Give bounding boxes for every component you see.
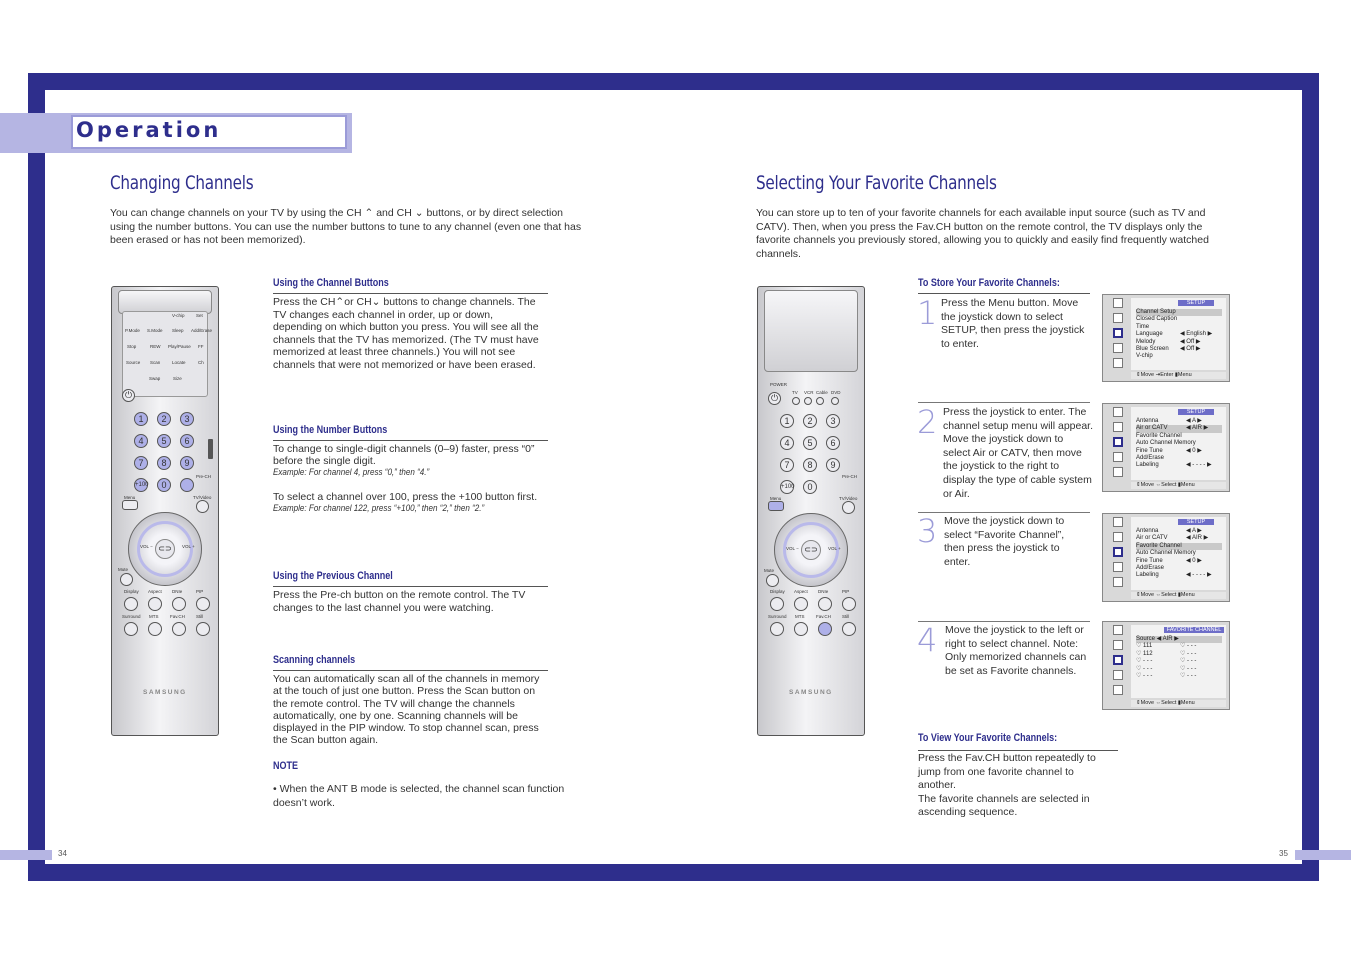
- osd-footer: ⇕Move ⇥Enter ▮Menu: [1131, 372, 1226, 379]
- fav-ch-button[interactable]: [818, 622, 832, 636]
- plus100-button[interactable]: +100: [134, 478, 148, 492]
- dvd-mode-button[interactable]: [831, 397, 839, 405]
- label-smode: S.Mode: [147, 328, 163, 333]
- osd-row: ♡ - - - ♡ - - -: [1136, 672, 1197, 679]
- osd-row: Antenna ◀ A ▶: [1136, 418, 1202, 424]
- osd-panel: [1131, 625, 1226, 698]
- plus100-button[interactable]: +100: [780, 480, 794, 494]
- surround-button[interactable]: [124, 622, 138, 636]
- label-set: Set: [196, 313, 203, 318]
- section-title-favorite-channels: Selecting Your Favorite Channels: [756, 172, 997, 194]
- page-title: Operation: [76, 118, 222, 142]
- label-mute: Mute: [764, 568, 775, 573]
- text-view-favorites-2: The favorite channels are selected in ascending sequence.: [918, 792, 1090, 819]
- text-number-buttons-1: To change to single-digit channels (0–9) faster, press “0” before the single digit.: [273, 443, 535, 467]
- joystick[interactable]: [128, 512, 202, 586]
- text-view-favorites-1: Press the Fav.CH button repeatedly to jump from one favorite channel to another.: [918, 752, 1096, 792]
- osd-footer: ⇕Move ⇔Select ▮Menu: [1131, 482, 1226, 489]
- osd-row: Antenna ◀ A ▶: [1136, 528, 1202, 534]
- remote-button-panel: [122, 311, 208, 397]
- aspect-button[interactable]: [794, 597, 808, 611]
- label-ch: Ch: [198, 360, 204, 365]
- osd-side-icons: [1113, 517, 1125, 592]
- footer-tab-right: [1295, 850, 1351, 860]
- label-still: Still: [842, 614, 850, 619]
- step-text-2: Press the joystick to enter. The channel setup menu will appear. Move the joystick down to select Air or CATV, then move the joystick to the right to display the type of cable system or Air.: [943, 406, 1094, 500]
- number-button-9[interactable]: 9: [180, 456, 194, 470]
- power-button[interactable]: ⏻: [768, 392, 781, 405]
- number-button-7[interactable]: 7: [780, 458, 794, 472]
- osd-row: ♡ 112 ♡ - - -: [1136, 650, 1197, 657]
- text-number-buttons: [273, 443, 545, 515]
- cable-mode-button[interactable]: [816, 397, 824, 405]
- number-button-8[interactable]: 8: [803, 458, 817, 472]
- step-number-2: 2: [917, 403, 938, 441]
- label-mts: MTS: [149, 614, 159, 619]
- step-text-4: Move the joystick to the left or right to select channel. Note: Only memorized channels can be set as Favorite channels.: [945, 624, 1087, 677]
- label-dnie: DNIe: [818, 589, 829, 594]
- brand-logo: SAMSUNG: [143, 689, 187, 696]
- osd-source-row: Source ◀ AIR ▶: [1136, 636, 1222, 643]
- osd-row: Closed Caption: [1136, 316, 1178, 323]
- mts-button[interactable]: [794, 622, 808, 636]
- page-number-left: 34: [58, 849, 67, 858]
- number-button-6[interactable]: 6: [180, 434, 194, 448]
- osd-row: Fine Tune ◀ 0 ▶: [1136, 557, 1202, 564]
- heading-channel-buttons: Using the Channel Buttons: [273, 277, 389, 289]
- number-button-0[interactable]: 0: [157, 478, 171, 492]
- osd-row: Auto Channel Memory: [1136, 440, 1196, 447]
- section-title-changing-channels: Changing Channels: [110, 172, 254, 194]
- osd-side-icons: [1113, 407, 1125, 482]
- osd-title: SETUP: [1178, 300, 1214, 306]
- label-cable: Cable: [816, 390, 828, 395]
- label-display: Display: [770, 589, 785, 594]
- label-scan: Scan: [150, 360, 161, 365]
- osd-setup-menu-3: [1102, 513, 1230, 602]
- osd-row: V-chip: [1136, 353, 1153, 360]
- heading-view-favorites: To View Your Favorite Channels:: [918, 732, 1058, 744]
- joystick-center[interactable]: ⊂⊃: [801, 540, 821, 560]
- osd-row: Fine Tune ◀ 0 ▶: [1136, 447, 1202, 454]
- label-power: POWER: [770, 382, 788, 387]
- osd-row: Air or CATV ◀ AIR ▶: [1136, 535, 1209, 542]
- osd-title: SETUP: [1178, 409, 1214, 415]
- label-tv: TV: [792, 390, 798, 395]
- label-vol-minus: VOL −: [786, 546, 799, 551]
- osd-panel: [1131, 298, 1226, 370]
- osd-row: Add/Erase: [1136, 564, 1165, 571]
- still-button[interactable]: [842, 622, 856, 636]
- brand-logo: SAMSUNG: [789, 689, 833, 696]
- intro-favorite-channels: You can store up to ten of your favorite channels for each available input source (such as TV and CATV). Then, when you press the Fav.CH button on the remote control, the TV displays only the favorite channels you previously stored, allowing you to quickly and easily find frequently watched channels.: [756, 207, 1209, 260]
- text-previous-channel: Press the Pre-ch button on the remote control. The TV changes to the last channel you were watching.: [273, 589, 526, 614]
- label-dnie: DNIe: [172, 589, 183, 594]
- osd-row: Favorite Channel: [1136, 543, 1222, 550]
- text-number-buttons-2: To select a channel over 100, press the +100 button first.: [273, 491, 538, 503]
- divider: [918, 293, 1090, 294]
- divider: [918, 750, 1118, 751]
- label-pre-ch: Pre-CH: [842, 474, 858, 479]
- intro-changing-channels: You can change channels on your TV by using the CH ⌃ and CH ⌄ buttons, or by direct selection using the number buttons. You can use the number buttons to tune to any channel (even one that has been erased or has not been memorized).: [110, 207, 582, 247]
- number-button-7[interactable]: 7: [134, 456, 148, 470]
- step-divider: [918, 512, 1090, 513]
- label-vol-plus: VOL +: [828, 546, 841, 551]
- dnie-button[interactable]: [172, 597, 186, 611]
- mute-button[interactable]: [120, 573, 133, 586]
- number-button-1[interactable]: 1: [780, 414, 794, 428]
- number-button-2[interactable]: 2: [803, 414, 817, 428]
- label-menu: Menu: [770, 496, 782, 501]
- label-aspect: Aspect: [794, 589, 808, 594]
- remote-control-image: [111, 286, 219, 736]
- number-button-0[interactable]: 0: [803, 480, 817, 494]
- step-text-3: Move the joystick down to select “Favorite Channel”, then press the joystick to enter.: [944, 515, 1065, 568]
- osd-favorite-channel-menu: [1102, 621, 1230, 710]
- osd-row: Auto Channel Memory: [1136, 550, 1196, 557]
- power-button[interactable]: ⏻: [122, 389, 135, 402]
- label-tv-video: TV/Video: [193, 495, 212, 500]
- display-button[interactable]: [124, 597, 138, 611]
- number-button-1[interactable]: 1: [134, 412, 148, 426]
- label-vchip: V-chip: [172, 313, 185, 318]
- aspect-button[interactable]: [148, 597, 162, 611]
- osd-title: SETUP: [1178, 519, 1214, 525]
- divider: [273, 293, 548, 294]
- note-heading: NOTE: [273, 760, 299, 772]
- label-stop: Stop: [127, 344, 137, 349]
- label-swap: Swap: [149, 376, 161, 381]
- label-surround: Surround: [122, 614, 141, 619]
- number-button-4[interactable]: 4: [780, 436, 794, 450]
- heading-scanning-channels: Scanning channels: [273, 654, 356, 666]
- label-add-erase: Add/Erase: [191, 328, 213, 333]
- label-vcr: VCR: [804, 390, 814, 395]
- label-source: Source: [126, 360, 141, 365]
- label-play-pause: Play/Pause: [168, 344, 191, 349]
- tv-video-button[interactable]: [196, 500, 209, 513]
- label-mts: MTS: [795, 614, 805, 619]
- surround-button[interactable]: [770, 622, 784, 636]
- osd-setup-menu-2: [1102, 403, 1230, 492]
- osd-row: Channel Setup: [1136, 309, 1222, 316]
- menu-button[interactable]: [122, 500, 138, 510]
- number-button-5[interactable]: 5: [157, 434, 171, 448]
- osd-row: Labeling ◀ - - - - ▶: [1136, 462, 1212, 469]
- menu-button[interactable]: [768, 501, 784, 511]
- osd-row: Air or CATV ◀ AIR ▶: [1136, 425, 1222, 432]
- text-scanning-channels: You can automatically scan all of the channels in memory at the touch of just one button. Press the Scan button on the remote control. The TV will change the channels automatically, one by one. Scanning channels will be displayed in the PIP window. To stop channel scan, press the Scan button again.: [273, 673, 540, 747]
- tv-video-button[interactable]: [842, 501, 855, 514]
- label-fav-ch: Fav.CH: [816, 614, 831, 619]
- page-number-right: 35: [1279, 849, 1288, 858]
- label-sleep: Sleep: [172, 328, 184, 333]
- pre-ch-button[interactable]: [180, 478, 194, 492]
- osd-row: Favorite Channel: [1136, 432, 1182, 439]
- remote-control-image: [757, 286, 865, 736]
- step-number-1: 1: [917, 294, 938, 332]
- osd-title: FAVORITE CHANNEL: [1164, 627, 1224, 633]
- pip-button[interactable]: [842, 597, 856, 611]
- step-number-4: 4: [917, 621, 938, 659]
- note-text: • When the ANT B mode is selected, the channel scan function doesn’t work.: [273, 783, 565, 809]
- osd-panel: [1131, 517, 1226, 590]
- label-pip: PIP: [196, 589, 204, 594]
- label-display: Display: [124, 589, 139, 594]
- example-channel-122: Example: For channel 122, press “+100,” then “2,” then “2.”: [273, 503, 485, 514]
- label-menu: Menu: [124, 495, 136, 500]
- osd-side-icons: [1113, 625, 1125, 700]
- vcr-mode-button[interactable]: [804, 397, 812, 405]
- number-button-6[interactable]: 6: [826, 436, 840, 450]
- footer-tab-left: [0, 850, 52, 860]
- joystick-center[interactable]: ⊂⊃: [155, 539, 175, 559]
- divider: [273, 586, 548, 587]
- number-button-4[interactable]: 4: [134, 434, 148, 448]
- example-channel-4: Example: For channel 4, press “0,” then “4.”: [273, 467, 430, 478]
- number-button-3[interactable]: 3: [826, 414, 840, 428]
- heading-number-buttons: Using the Number Buttons: [273, 424, 388, 436]
- number-button-5[interactable]: 5: [803, 436, 817, 450]
- still-button[interactable]: [196, 622, 210, 636]
- step-divider: [918, 402, 1090, 403]
- osd-row: Blue Screen ◀ Off ▶: [1136, 345, 1201, 352]
- osd-row: Language ◀ English ▶: [1136, 331, 1213, 338]
- fav-ch-button[interactable]: [172, 622, 186, 636]
- heading-previous-channel: Using the Previous Channel: [273, 570, 393, 582]
- label-size: Size: [173, 376, 182, 381]
- label-rew: REW: [150, 344, 161, 349]
- text-channel-buttons: Press the CH⌃or CH⌄ buttons to change channels. The TV changes each channel in order, up or down, depending on which button you press. You will see all the channels that the TV has memorized. (The TV must have memorized at least three channels.) You will not see channels that were not memorized or have been erased.: [273, 296, 539, 371]
- osd-row: Add/Erase: [1136, 454, 1165, 461]
- number-button-3[interactable]: 3: [180, 412, 194, 426]
- label-locate: Locate: [172, 360, 186, 365]
- osd-row: Melody ◀ Off ▶: [1136, 338, 1201, 345]
- label-pmode: P.Mode: [125, 328, 140, 333]
- pip-button[interactable]: [196, 597, 210, 611]
- label-ff: FF: [198, 344, 204, 349]
- label-pre-ch: Pre-CH: [196, 474, 212, 479]
- label-vol-plus: VOL +: [182, 544, 195, 549]
- label-aspect: Aspect: [148, 589, 162, 594]
- label-mute: Mute: [118, 567, 129, 572]
- number-button-9[interactable]: 9: [826, 458, 840, 472]
- dnie-button[interactable]: [818, 597, 832, 611]
- heading-store-favorites: To Store Your Favorite Channels:: [918, 277, 1060, 289]
- display-button[interactable]: [770, 597, 784, 611]
- label-tv-video: TV/Video: [839, 496, 858, 501]
- mute-button[interactable]: [766, 574, 779, 587]
- label-fav-ch: Fav.CH: [170, 614, 185, 619]
- osd-row: ♡ - - - ♡ - - -: [1136, 658, 1197, 665]
- label-vol-minus: VOL −: [140, 544, 153, 549]
- number-button-2[interactable]: 2: [157, 412, 171, 426]
- osd-row: ♡ - - - ♡ - - -: [1136, 665, 1197, 672]
- mts-button[interactable]: [148, 622, 162, 636]
- osd-row: Labeling ◀ - - - - ▶: [1136, 572, 1212, 579]
- divider: [273, 670, 548, 671]
- label-pip: PIP: [842, 589, 850, 594]
- osd-row: ♡ 111 ♡ - - -: [1136, 643, 1197, 650]
- remote-side-button: [208, 439, 213, 459]
- step-number-3: 3: [917, 512, 938, 550]
- divider: [273, 440, 548, 441]
- osd-setup-menu-1: [1102, 294, 1230, 382]
- label-still: Still: [196, 614, 204, 619]
- step-divider: [918, 621, 1090, 622]
- text-view-favorites: [918, 752, 1108, 820]
- number-button-8[interactable]: 8: [157, 456, 171, 470]
- osd-footer: ⇕Move ⇔Select ▮Menu: [1131, 592, 1226, 599]
- osd-panel: [1131, 407, 1226, 480]
- step-text-1: Press the Menu button. Move the joystick down to select SETUP, then press the joystick to enter.: [941, 297, 1085, 350]
- osd-footer: ⇕Move ⇔Select ▮Menu: [1131, 700, 1226, 707]
- osd-side-icons: [1113, 298, 1125, 373]
- label-surround: Surround: [768, 614, 787, 619]
- tv-mode-button[interactable]: [792, 397, 800, 405]
- osd-row: Time: [1136, 323, 1150, 330]
- label-dvd: DVD: [831, 390, 841, 395]
- remote-top-cap: [764, 290, 858, 372]
